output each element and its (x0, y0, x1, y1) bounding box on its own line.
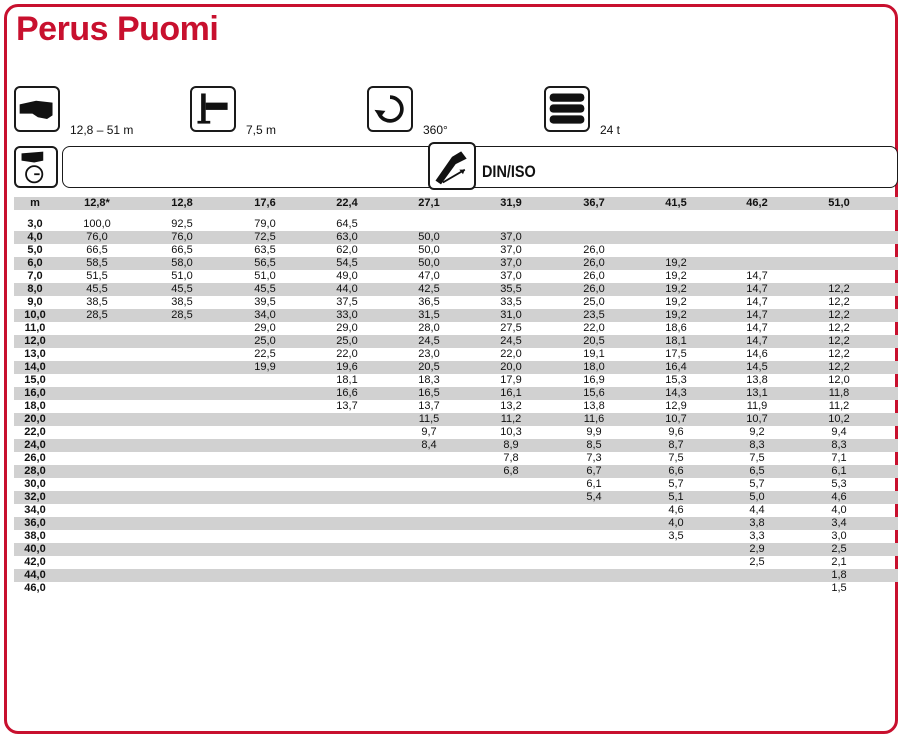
table-cell: 12,2 (828, 309, 850, 321)
table-cell: 11,8 (828, 387, 850, 399)
table-cell: 24,5 (500, 335, 522, 347)
table-cell: 5,1 (668, 491, 684, 503)
table-cell: 6,7 (586, 465, 602, 477)
table-cell: 14,7 (746, 322, 768, 334)
table-cell: 17,9 (500, 374, 522, 386)
table-row (14, 218, 898, 231)
table-cell: 2,9 (749, 543, 765, 555)
table-cell: 76,0 (86, 231, 108, 243)
table-cell: 16,6 (336, 387, 358, 399)
table-cell: 12,9 (665, 400, 687, 412)
row-label: 42,0 (24, 556, 46, 568)
table-row (14, 361, 898, 374)
table-cell: 9,9 (586, 426, 602, 438)
table-cell: 1,8 (831, 569, 847, 581)
row-label: 36,0 (24, 517, 46, 529)
table-cell: 26,0 (583, 283, 605, 295)
table-cell: 45,5 (171, 283, 193, 295)
table-cell: 18,3 (418, 374, 440, 386)
table-cell: 8,3 (831, 439, 847, 451)
table-cell: 63,0 (336, 231, 358, 243)
table-cell: 17,5 (665, 348, 687, 360)
table-cell: 13,1 (746, 387, 768, 399)
table-cell: 22,0 (500, 348, 522, 360)
row-label: 32,0 (24, 491, 46, 503)
table-cell: 12,2 (828, 296, 850, 308)
table-row (14, 270, 898, 283)
table-cell: 14,6 (746, 348, 768, 360)
table-cell: 3,8 (749, 517, 765, 529)
table-row (14, 257, 898, 270)
table-cell: 58,5 (86, 257, 108, 269)
table-cell: 5,4 (586, 491, 602, 503)
table-cell: 47,0 (418, 270, 440, 282)
table-cell: 29,0 (336, 322, 358, 334)
table-cell: 8,3 (749, 439, 765, 451)
row-label: 13,0 (24, 348, 46, 360)
slewing-label: 360° (423, 123, 448, 137)
table-cell: 12,2 (828, 283, 850, 295)
table-cell: 26,0 (583, 270, 605, 282)
table-cell: 8,7 (668, 439, 684, 451)
row-label: 16,0 (24, 387, 46, 399)
table-cell: 14,7 (746, 335, 768, 347)
table-row (14, 543, 898, 556)
table-cell: 9,4 (831, 426, 847, 438)
din-iso-label: DIN/ISO (482, 162, 536, 181)
row-label: 40,0 (24, 543, 46, 555)
counterweight-label: 24 t (600, 123, 621, 137)
table-row (14, 283, 898, 296)
table-cell: 13,2 (500, 400, 522, 412)
table-cell: 7,5 (668, 452, 684, 464)
table-cell: 25,0 (254, 335, 276, 347)
table-row (14, 465, 898, 478)
table-cell: 31,0 (500, 309, 522, 321)
jib-length-label: 7,5 m (246, 123, 277, 137)
table-cell: 39,5 (254, 296, 276, 308)
table-cell: 10,3 (500, 426, 522, 438)
table-cell: 19,2 (665, 309, 687, 321)
table-row (14, 426, 898, 439)
table-row (14, 374, 898, 387)
boom-icon (14, 86, 60, 132)
table-row (14, 582, 898, 595)
table-cell: 50,0 (418, 244, 440, 256)
table-cell: 11,5 (418, 413, 440, 425)
row-label: 18,0 (24, 400, 46, 412)
table-cell: 58,0 (171, 257, 193, 269)
table-row (14, 439, 898, 452)
table-cell: 13,8 (746, 374, 768, 386)
table-cell: 22,5 (254, 348, 276, 360)
table-cell: 16,9 (583, 374, 605, 386)
table-cell: 5,7 (668, 478, 684, 490)
table-header-row (14, 197, 898, 210)
table-cell: 8,4 (421, 439, 437, 451)
table-cell: 4,0 (831, 504, 847, 516)
table-cell: 12,2 (828, 322, 850, 334)
table-cell: 56,5 (254, 257, 276, 269)
table-cell: 37,0 (500, 270, 522, 282)
table-cell: 9,6 (668, 426, 684, 438)
row-label: 14,0 (24, 361, 46, 373)
table-row (14, 335, 898, 348)
table-cell: 10,7 (665, 413, 687, 425)
table-cell: 19,9 (254, 361, 276, 373)
table-cell: 16,1 (500, 387, 522, 399)
row-label: 7,0 (27, 270, 43, 282)
table-cell: 22,0 (336, 348, 358, 360)
table-cell: 4,4 (749, 504, 765, 516)
table-cell: 5,7 (749, 478, 765, 490)
table-cell: 2,5 (831, 543, 847, 555)
table-cell: 36,5 (418, 296, 440, 308)
table-cell: 5,3 (831, 478, 847, 490)
table-cell: 7,1 (831, 452, 847, 464)
table-cell: 18,1 (665, 335, 687, 347)
table-cell: 46,2 (746, 197, 768, 209)
table-cell: 28,0 (418, 322, 440, 334)
table-cell: 5,0 (749, 491, 765, 503)
table-cell: 19,2 (665, 270, 687, 282)
row-label: 11,0 (24, 322, 46, 334)
table-cell: 100,0 (83, 218, 111, 230)
table-cell: 17,6 (254, 197, 276, 209)
table-cell: 14,7 (746, 283, 768, 295)
boom-angle-icon (428, 142, 476, 190)
counterweight-icon (544, 86, 590, 132)
table-cell: 12,2 (828, 348, 850, 360)
table-cell: 14,7 (746, 309, 768, 321)
table-cell: 12,8 (171, 197, 193, 209)
row-label: 9,0 (27, 296, 43, 308)
table-cell: 9,7 (421, 426, 437, 438)
table-row (14, 348, 898, 361)
table-cell: 45,5 (254, 283, 276, 295)
table-cell: 45,5 (86, 283, 108, 295)
table-cell: 16,4 (665, 361, 687, 373)
table-cell: 18,0 (583, 361, 605, 373)
table-cell: 64,5 (336, 218, 358, 230)
table-cell: 34,0 (254, 309, 276, 321)
table-cell: 6,1 (831, 465, 847, 477)
table-cell: 50,0 (418, 257, 440, 269)
table-cell: 14,7 (746, 270, 768, 282)
table-cell: 4,0 (668, 517, 684, 529)
table-cell: 20,5 (583, 335, 605, 347)
table-cell: 12,0 (828, 374, 850, 386)
row-label: 10,0 (24, 309, 46, 321)
table-cell: 6,6 (668, 465, 684, 477)
table-cell: 92,5 (171, 218, 193, 230)
table-cell: 37,0 (500, 231, 522, 243)
table-cell: 24,5 (418, 335, 440, 347)
load-table (14, 197, 898, 595)
row-label: 8,0 (27, 283, 43, 295)
table-row (14, 296, 898, 309)
table-cell: 16,5 (418, 387, 440, 399)
table-cell: 19,2 (665, 296, 687, 308)
table-row (14, 569, 898, 582)
table-cell: 9,2 (749, 426, 765, 438)
row-label: 20,0 (24, 413, 46, 425)
table-row (14, 231, 898, 244)
table-cell: 35,5 (500, 283, 522, 295)
table-cell: 19,1 (583, 348, 605, 360)
table-cell: 26,0 (583, 244, 605, 256)
table-cell: 33,0 (336, 309, 358, 321)
table-cell: 4,6 (831, 491, 847, 503)
table-cell: 38,5 (86, 296, 108, 308)
table-row (14, 387, 898, 400)
table-cell: 27,1 (418, 197, 440, 209)
row-label: 24,0 (24, 439, 46, 451)
table-row (14, 309, 898, 322)
table-cell: 10,2 (828, 413, 850, 425)
table-cell: 14,7 (746, 296, 768, 308)
table-cell: 12,2 (828, 361, 850, 373)
table-cell: 66,5 (86, 244, 108, 256)
table-cell: 7,5 (749, 452, 765, 464)
table-cell: 20,0 (500, 361, 522, 373)
table-cell: 28,5 (86, 309, 108, 321)
row-label: 22,0 (24, 426, 46, 438)
table-cell: 79,0 (254, 218, 276, 230)
table-cell: 25,0 (336, 335, 358, 347)
table-cell: 62,0 (336, 244, 358, 256)
table-cell: 15,6 (583, 387, 605, 399)
table-cell: 41,5 (665, 197, 687, 209)
table-row (14, 517, 898, 530)
table-cell: 42,5 (418, 283, 440, 295)
table-cell: 3,3 (749, 530, 765, 542)
table-cell: 11,9 (746, 400, 768, 412)
table-cell: 37,5 (336, 296, 358, 308)
table-cell: 49,0 (336, 270, 358, 282)
table-cell: 36,7 (583, 197, 605, 209)
table-row (14, 244, 898, 257)
table-row (14, 504, 898, 517)
table-cell: 6,5 (749, 465, 765, 477)
table-cell: 8,9 (503, 439, 519, 451)
table-cell: 27,5 (500, 322, 522, 334)
table-cell: 7,8 (503, 452, 519, 464)
table-cell: 18,1 (336, 374, 358, 386)
table-cell: 4,6 (668, 504, 684, 516)
page-title: Perus Puomi (16, 10, 219, 48)
table-cell: 14,3 (665, 387, 687, 399)
table-cell: 18,6 (665, 322, 687, 334)
table-cell: 11,2 (828, 400, 850, 412)
jib-icon (190, 86, 236, 132)
slewing-icon (367, 86, 413, 132)
table-cell: 13,7 (336, 400, 358, 412)
table-cell: 3,5 (668, 530, 684, 542)
row-label: 34,0 (24, 504, 46, 516)
table-cell: 11,6 (583, 413, 605, 425)
table-row (14, 491, 898, 504)
table-row (14, 478, 898, 491)
table-cell: 20,5 (418, 361, 440, 373)
table-cell: 28,5 (171, 309, 193, 321)
table-spacer (14, 210, 898, 218)
table-cell: 6,1 (586, 478, 602, 490)
table-cell: 51,5 (86, 270, 108, 282)
table-cell: 3,4 (831, 517, 847, 529)
table-row (14, 322, 898, 335)
table-cell: 76,0 (171, 231, 193, 243)
row-label: 12,0 (24, 335, 46, 347)
din-iso-bar (62, 146, 898, 188)
row-label: 4,0 (27, 231, 43, 243)
boom-length-label: 12,8 – 51 m (70, 123, 134, 137)
table-cell: 15,3 (665, 374, 687, 386)
table-cell: 38,5 (171, 296, 193, 308)
table-row (14, 556, 898, 569)
table-cell: 23,0 (418, 348, 440, 360)
table-cell: 2,5 (749, 556, 765, 568)
row-label: 28,0 (24, 465, 46, 477)
table-cell: 51,0 (828, 197, 850, 209)
table-cell: 25,0 (583, 296, 605, 308)
table-cell: 1,5 (831, 582, 847, 594)
row-label: 6,0 (27, 257, 43, 269)
table-cell: 29,0 (254, 322, 276, 334)
table-cell: 66,5 (171, 244, 193, 256)
table-cell: 6,8 (503, 465, 519, 477)
boom-gauge-icon (14, 146, 58, 188)
table-cell: 22,4 (336, 197, 358, 209)
table-cell: 19,2 (665, 283, 687, 295)
row-label: 3,0 (27, 218, 43, 230)
row-label: 44,0 (24, 569, 46, 581)
table-cell: 37,0 (500, 244, 522, 256)
table-cell: 37,0 (500, 257, 522, 269)
table-cell: 8,5 (586, 439, 602, 451)
table-cell: 13,7 (418, 400, 440, 412)
row-label: 30,0 (24, 478, 46, 490)
table-cell: 10,7 (746, 413, 768, 425)
table-cell: 63,5 (254, 244, 276, 256)
row-label: 46,0 (24, 582, 46, 594)
table-cell: 23,5 (583, 309, 605, 321)
table-cell: 54,5 (336, 257, 358, 269)
table-cell: 31,9 (500, 197, 522, 209)
table-cell: 19,6 (336, 361, 358, 373)
table-cell: 22,0 (583, 322, 605, 334)
table-cell: 44,0 (336, 283, 358, 295)
row-label: 26,0 (24, 452, 46, 464)
table-cell: 31,5 (418, 309, 440, 321)
table-row (14, 452, 898, 465)
table-cell: 51,0 (171, 270, 193, 282)
table-cell: 50,0 (418, 231, 440, 243)
table-cell: 2,1 (831, 556, 847, 568)
table-cell: 7,3 (586, 452, 602, 464)
row-label: 5,0 (27, 244, 43, 256)
table-cell: 12,2 (828, 335, 850, 347)
table-cell: 26,0 (583, 257, 605, 269)
row-label: m (30, 197, 40, 209)
table-cell: 14,5 (746, 361, 768, 373)
table-cell: 3,0 (831, 530, 847, 542)
table-cell: 19,2 (665, 257, 687, 269)
table-cell: 72,5 (254, 231, 276, 243)
table-cell: 12,8* (84, 197, 110, 209)
table-row (14, 400, 898, 413)
table-cell: 33,5 (500, 296, 522, 308)
table-cell: 13,8 (583, 400, 605, 412)
table-row (14, 413, 898, 426)
table-row (14, 530, 898, 543)
row-label: 38,0 (24, 530, 46, 542)
table-cell: 51,0 (254, 270, 276, 282)
row-label: 15,0 (24, 374, 46, 386)
table-cell: 11,2 (500, 413, 522, 425)
